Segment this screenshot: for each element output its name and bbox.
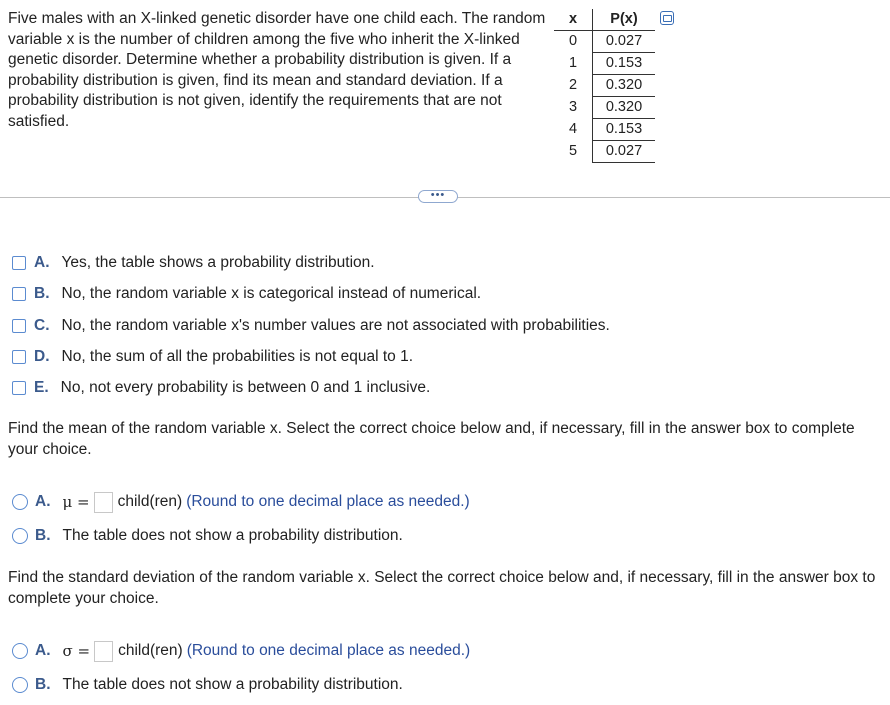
x-cell: 1	[554, 53, 593, 75]
choice-letter: E.	[34, 379, 49, 396]
choice-letter: A.	[35, 493, 51, 510]
table-row	[554, 141, 655, 163]
question-text: Five males with an X-linked genetic disorder have one child each. The random variable x is the number of children among the five who inherit the X-linked genetic disorder. Determine whether a probability distribution is given. If a probability distribution is given, find its mean and standard deviation. If a probability distribution is not given, identify the requirements that are not satisfied.	[8, 10, 546, 130]
std-dev-choice-b[interactable]	[12, 675, 403, 695]
sigma-symbol: σ =	[62, 642, 91, 660]
choice-e-checkbox[interactable]	[12, 378, 430, 398]
choice-letter: B.	[35, 527, 51, 544]
choice-letter: D.	[34, 348, 50, 365]
radio-button[interactable]	[12, 494, 28, 510]
unit-label: child(ren)	[117, 493, 183, 510]
choice-b-checkbox[interactable]	[12, 284, 481, 304]
checkbox[interactable]	[12, 256, 26, 270]
mean-prompt: Find the mean of the random variable x. Select the correct choice below and, if necessary, fill in the answer box to complete your choice.	[8, 420, 855, 458]
choice-text: No, the sum of all the probabilities is not equal to 1.	[61, 348, 414, 365]
table-row	[554, 97, 655, 119]
x-cell: 0	[554, 31, 593, 53]
copy-table-icon[interactable]	[660, 11, 674, 25]
choice-d-checkbox[interactable]	[12, 347, 413, 367]
probability-cell: 0.320	[593, 97, 656, 119]
choice-letter: B.	[34, 285, 50, 302]
choice-letter: A.	[35, 642, 51, 659]
checkbox[interactable]	[12, 287, 26, 301]
checkbox[interactable]	[12, 350, 26, 364]
choice-text: Yes, the table shows a probability distribution.	[61, 254, 375, 271]
table-row	[554, 119, 655, 141]
more-button[interactable]: •••	[418, 190, 458, 203]
choice-text: No, not every probability is between 0 and 1 inclusive.	[60, 379, 431, 396]
choice-a-checkbox[interactable]	[12, 253, 375, 273]
probability-cell: 0.027	[593, 141, 656, 163]
rounding-hint: (Round to one decimal place as needed.)	[186, 642, 471, 659]
std-dev-answer-input[interactable]	[94, 641, 113, 662]
probability-cell: 0.320	[593, 75, 656, 97]
table-row	[554, 31, 655, 53]
mean-choice-a[interactable]	[12, 490, 470, 514]
choice-letter: B.	[35, 676, 51, 693]
std-dev-choice-a[interactable]	[12, 639, 470, 663]
table-row	[554, 75, 655, 97]
radio-button[interactable]	[12, 643, 28, 659]
column-header-x: x	[554, 9, 593, 31]
probability-cell: 0.027	[593, 31, 656, 53]
unit-label: child(ren)	[118, 642, 183, 659]
choice-letter: C.	[34, 317, 50, 334]
x-cell: 4	[554, 119, 593, 141]
x-cell: 3	[554, 97, 593, 119]
mean-answer-input[interactable]	[94, 492, 113, 513]
choice-text: The table does not show a probability distribution.	[62, 676, 403, 693]
choice-letter: A.	[34, 254, 50, 271]
column-header-px: P(x)	[593, 9, 656, 31]
choice-text: The table does not show a probability distribution.	[62, 527, 403, 544]
x-cell: 2	[554, 75, 593, 97]
checkbox[interactable]	[12, 319, 26, 333]
checkbox[interactable]	[12, 381, 26, 395]
radio-button[interactable]	[12, 677, 28, 693]
probability-cell: 0.153	[593, 53, 656, 75]
probability-table	[554, 9, 655, 163]
mu-symbol: μ =	[62, 493, 90, 511]
radio-button[interactable]	[12, 528, 28, 544]
probability-cell: 0.153	[593, 119, 656, 141]
choice-text: No, the random variable x's number values are not associated with probabilities.	[61, 317, 610, 334]
mean-choice-b[interactable]	[12, 526, 403, 546]
table-row	[554, 53, 655, 75]
x-cell: 5	[554, 141, 593, 163]
choice-c-checkbox[interactable]	[12, 316, 610, 336]
choice-text: No, the random variable x is categorical instead of numerical.	[61, 285, 482, 302]
rounding-hint: (Round to one decimal place as needed.)	[186, 493, 470, 510]
std-dev-prompt: Find the standard deviation of the random variable x. Select the correct choice below and, if necessary, fill in the answer box to complete your choice.	[8, 569, 876, 607]
